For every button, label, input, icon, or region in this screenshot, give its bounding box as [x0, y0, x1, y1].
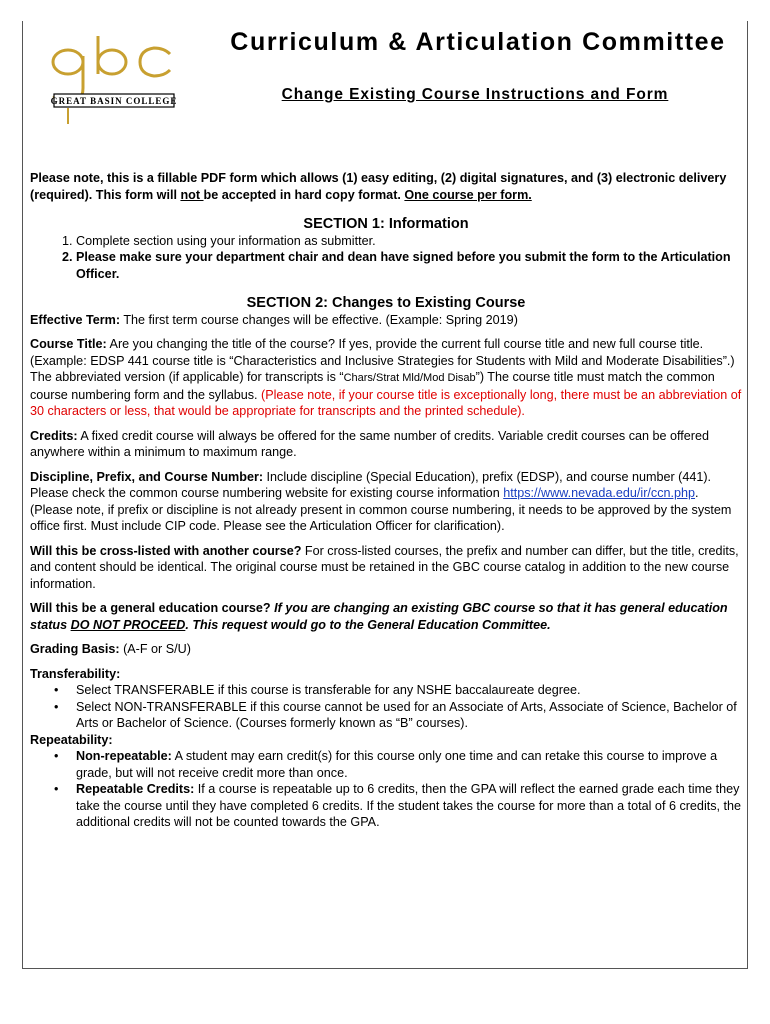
effective-term: Effective Term: The first term course changes will be effective. (Example: Spring 2019) [30, 312, 518, 327]
page-subtitle: Change Existing Course Instructions and Form [281, 86, 669, 103]
grading-basis: Grading Basis: (A-F or S/U) [30, 642, 191, 656]
repeatability-label: Repeatability: [30, 732, 113, 747]
section2-heading: SECTION 2: Changes to Existing Course [246, 295, 526, 311]
transferability-list [30, 682, 742, 732]
gbc-logo [46, 32, 180, 126]
general-education: Will this be a general education course? If you are changing an existing GBC course so that it has general education status DO NOT PROCEED. This request would go to the General Education Committee. [30, 601, 728, 632]
list-item: 2. Please make sure your department chair and dean have signed before you submit the form to the Articulation Officer. [76, 249, 742, 282]
credits: Credits: A fixed credit course will always be offered for the same number of credits. Variable credit courses can be offered anywhere within a minimum to maximum range. [30, 428, 710, 459]
ccn-link[interactable]: https://www.nevada.edu/ir/ccn.php [503, 486, 696, 500]
list-item: • Select TRANSFERABLE if this course is transferable for any NSHE baccalaureate degree. [76, 682, 742, 699]
list-item: • Select NON-TRANSFERABLE if this course cannot be used for an Associate of Arts, Associate of Science, Bachelor of Arts or Bachelor of Science. (Courses formerly known as “B” courses). [76, 699, 742, 732]
form-instructions [30, 170, 742, 831]
course-title: Course Title: Are you changing the title of the course? If yes, provide the current full course title and new full course title. (Example: EDSP 441 course title is “Characteristics and Inclusive Strategies for Students with Mild and Moderate Disabilities”.) The abbreviated version (if applicable) for transcripts is “Chars/Strat Mld/Mod Disab”) The course title must match the common course numbering form and the syllabus. (Please note, if your course title is exceptionally long, there must be an abbreviation of 30 characters or less, that would be appropriate for transcripts and the printed schedule). [30, 337, 742, 418]
list-item: 1. Complete section using your information as submitter. [76, 233, 742, 250]
cross-listed: Will this be cross-listed with another course? For cross-listed courses, the prefix and number can differ, but the title, credits, and content should be identical. The original course must be retained in the GBC course catalog in addition to the new course information. [30, 543, 739, 591]
page-title: Curriculum & Articulation Committee [230, 28, 726, 56]
intro-note: Please note, this is a fillable PDF form which allows (1) easy editing, (2) digital signatures, and (3) electronic delivery (required). This form will not be accepted in hard copy format. One course per form. [30, 171, 727, 202]
repeatability-list [30, 748, 742, 831]
section1-heading: SECTION 1: Information [303, 216, 469, 232]
discipline-prefix-number: Discipline, Prefix, and Course Number: Include discipline (Special Education), prefix (EDSP), and course number (441). Please check the common course numbering website for existing course information https://www.nevada.edu/ir/ccn.php. (Please note, if prefix or discipline is not already present in common course numbering, it needs to be approved by the system office first. Must include CIP code. Please see the Articulation Officer for clarification). [30, 469, 732, 533]
list-item: • Non-repeatable: A student may earn credit(s) for this course only one time and can retake this course to improve a grade, but will not receive credit more than once. [76, 748, 742, 781]
transferability-label: Transferability: [30, 666, 121, 681]
logo-banner-text: GREAT BASIN COLLEGE [50, 96, 178, 106]
list-item: • Repeatable Credits: If a course is repeatable up to 6 credits, then the GPA will reflect the earned grade each time they take the course until they have completed 6 credits. If the student takes the course for more than a total of 6 credits, the additional credits will not be counted towards the GPA. [76, 781, 742, 831]
section1-steps [30, 233, 742, 283]
